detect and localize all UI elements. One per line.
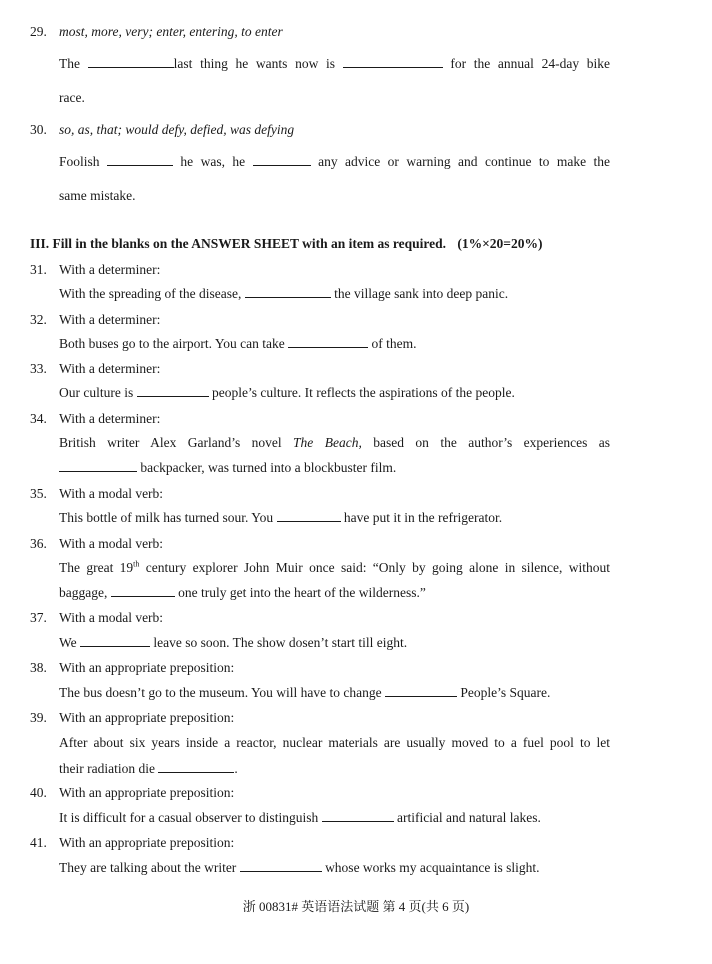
answer-blank bbox=[288, 335, 368, 348]
question-number: 30. bbox=[30, 122, 47, 137]
page-footer: 浙 00831# 英语语法试题 第 4 页(共 6 页) bbox=[242, 899, 470, 914]
answer-blank bbox=[277, 509, 341, 522]
answer-blank bbox=[253, 153, 311, 166]
question-sentence: The bus doesn’t go to the museum. You will have to change People’s Square. bbox=[59, 685, 551, 700]
answer-blank bbox=[111, 584, 175, 597]
answer-blank bbox=[245, 285, 331, 298]
question-sentence-cont: their radiation die . bbox=[59, 761, 238, 776]
question-sentence: Both buses go to the airport. You can take of them. bbox=[59, 336, 417, 351]
question-number: 40. bbox=[30, 785, 47, 800]
question-sentence: Foolish he was, he any advice or warning and continue to make the bbox=[59, 154, 611, 169]
question-sentence-cont: backpacker, was turned into a blockbuster film. bbox=[59, 459, 396, 477]
question-sentence: Our culture is people’s culture. It reflects the aspirations of the people. bbox=[59, 385, 515, 400]
question-type: With a determiner: bbox=[59, 361, 161, 376]
question-sentence: They are talking about the writer whose works my acquaintance is slight. bbox=[59, 860, 540, 875]
answer-blank bbox=[343, 55, 443, 68]
answer-blank bbox=[107, 153, 173, 166]
question-type: With an appropriate preposition: bbox=[59, 835, 235, 850]
question-sentence: After about six years inside a reactor, nuclear materials are usually moved to a fuel pool to let bbox=[59, 735, 610, 750]
answer-blank bbox=[322, 809, 394, 822]
question-number: 31. bbox=[30, 262, 47, 277]
question-sentence: The last thing he wants now is for the annual 24-day bike bbox=[59, 56, 610, 71]
answer-blank bbox=[240, 859, 322, 872]
answer-blank bbox=[385, 684, 457, 697]
question-number: 33. bbox=[30, 361, 47, 376]
question-sentence: This bottle of milk has turned sour. You have put it in the refrigerator. bbox=[59, 510, 503, 525]
question-number: 34. bbox=[30, 411, 47, 426]
question-type: With a modal verb: bbox=[59, 610, 164, 625]
answer-blank bbox=[80, 634, 150, 647]
answer-blank bbox=[158, 760, 234, 773]
question-number: 37. bbox=[30, 610, 47, 625]
question-sentence: We leave so soon. The show dosen’t start till eight. bbox=[59, 635, 408, 650]
section-heading: III. Fill in the blanks on the ANSWER SHEET with an item as required. (1%×20=20%) bbox=[30, 236, 543, 251]
question-sentence-cont: same mistake. bbox=[59, 188, 136, 203]
question-sentence-cont: race. bbox=[59, 90, 85, 105]
question-sentence: It is difficult for a casual observer to distinguish artificial and natural lakes. bbox=[59, 810, 541, 825]
question-type: With a determiner: bbox=[59, 312, 161, 327]
question-number: 32. bbox=[30, 312, 47, 327]
question-options: so, as, that; would defy, defied, was defying bbox=[59, 122, 295, 137]
question-number: 36. bbox=[30, 536, 47, 551]
question-type: With an appropriate preposition: bbox=[59, 710, 235, 725]
question-type: With a modal verb: bbox=[59, 536, 164, 551]
question-sentence: With the spreading of the disease, the village sank into deep panic. bbox=[59, 286, 509, 301]
question-number: 41. bbox=[30, 835, 47, 850]
question-type: With an appropriate preposition: bbox=[59, 660, 235, 675]
question-type: With a determiner: bbox=[59, 411, 161, 426]
question-type: With a determiner: bbox=[59, 262, 161, 277]
question-type: With an appropriate preposition: bbox=[59, 785, 235, 800]
question-sentence: British writer Alex Garland’s novel The Beach, based on the author’s experiences as bbox=[59, 435, 611, 450]
question-number: 38. bbox=[30, 660, 47, 675]
question-sentence-cont: baggage, one truly get into the heart of the wilderness.” bbox=[59, 585, 426, 600]
answer-blank bbox=[59, 459, 137, 472]
answer-blank bbox=[88, 55, 174, 68]
question-options: most, more, very; enter, entering, to enter bbox=[59, 24, 283, 39]
question-sentence: The great 19th century explorer John Muir once said: “Only by going alone in silence, without bbox=[59, 559, 611, 575]
answer-blank bbox=[137, 384, 209, 397]
question-number: 39. bbox=[30, 710, 47, 725]
question-number: 29. bbox=[30, 24, 47, 39]
question-type: With a modal verb: bbox=[59, 486, 164, 501]
question-number: 35. bbox=[30, 486, 47, 501]
